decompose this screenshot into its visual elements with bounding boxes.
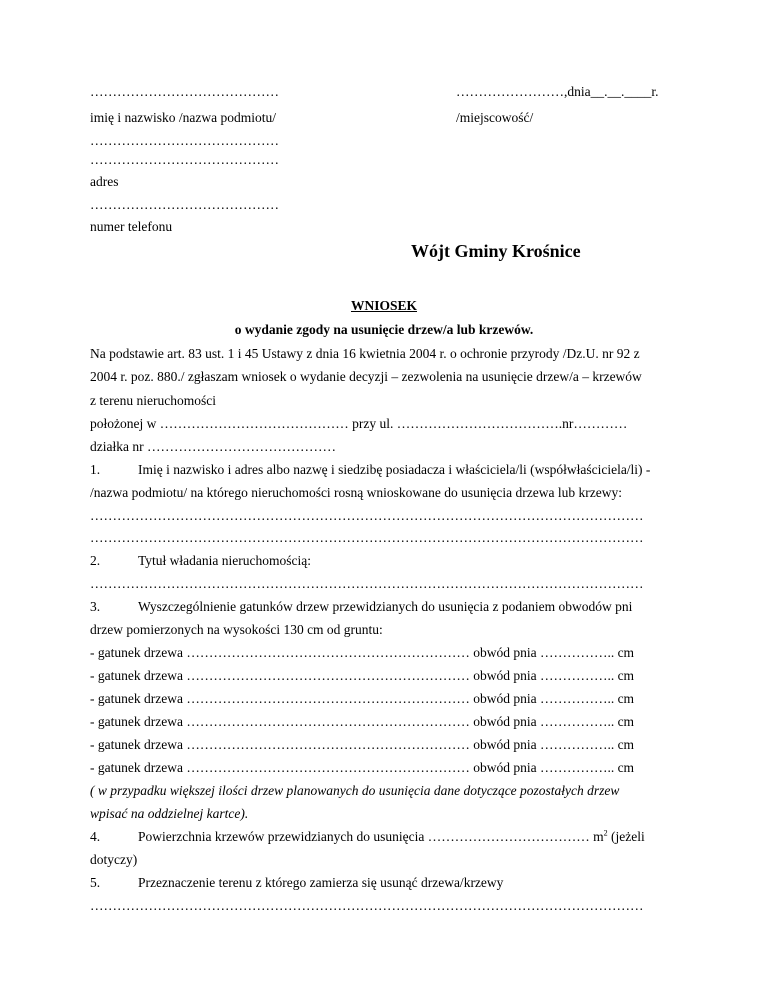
- intro-line-1: Na podstawie art. 83 ust. 1 i 45 Ustawy z dnia 16 kwietnia 2004 r. o ochronie przyrody /Dz.U. nr 92 z: [90, 346, 640, 361]
- square-superscript: 2: [603, 828, 608, 838]
- intro-line-3: z terenu nieruchomości: [90, 393, 216, 408]
- section-3-note-1: ( w przypadku większej ilości drzew planowanych do usunięcia dane dotyczące pozostałych drzew: [90, 783, 620, 798]
- phone-field[interactable]: ……………………………………: [90, 197, 279, 212]
- ownership-title-field[interactable]: ……………………………………………………………………………………………………………: [90, 576, 644, 591]
- land-purpose-field[interactable]: ……………………………………………………………………………………………………………: [90, 898, 644, 913]
- name-label: imię i nazwisko /nazwa podmiotu/: [90, 110, 276, 125]
- shrub-area-field[interactable]: [138, 829, 645, 845]
- tree-row[interactable]: - gatunek drzewa ……………………………………………………… obwód pnia …………….. cm: [90, 714, 635, 729]
- section-2-number: 2.: [90, 553, 101, 568]
- section-3-note-2: wpisać na oddzielnej kartce).: [90, 806, 249, 821]
- name-field[interactable]: ……………………………………: [90, 84, 279, 99]
- form-subtitle: o wydanie zgody na usunięcie drzew/a lub krzewów.: [234, 322, 534, 337]
- section-4-tail: (jeżeli: [607, 829, 645, 844]
- place-label: /miejscowość/: [456, 110, 534, 125]
- address-label: adres: [90, 174, 119, 189]
- form-title: WNIOSEK: [350, 298, 418, 313]
- section-4-line-1: Powierzchnia krzewów przewidzianych do usunięcia ……………………………… m: [138, 829, 604, 844]
- section-1-number: 1.: [90, 462, 101, 477]
- section-4-number: 4.: [90, 829, 101, 844]
- address-field-2[interactable]: ……………………………………: [90, 152, 279, 167]
- owner-field-1[interactable]: ……………………………………………………………………………………………………………: [90, 508, 644, 523]
- section-3-number: 3.: [90, 599, 101, 614]
- section-3-line-1: Wyszczególnienie gatunków drzew przewidzianych do usunięcia z podaniem obwodów pni: [138, 599, 633, 614]
- section-4-line-2: dotyczy): [90, 852, 138, 867]
- owner-field-2[interactable]: ……………………………………………………………………………………………………………: [90, 530, 644, 545]
- tree-row[interactable]: - gatunek drzewa ……………………………………………………… obwód pnia …………….. cm: [90, 645, 635, 660]
- tree-row[interactable]: - gatunek drzewa ……………………………………………………… obwód pnia …………….. cm: [90, 737, 635, 752]
- section-1-line-1: Imię i nazwisko i adres albo nazwę i siedzibę posiadacza i właściciela/li (współwłaściciela/li) -: [138, 462, 651, 477]
- section-2-line-1: Tytuł władania nieruchomością:: [138, 553, 312, 568]
- place-date-field[interactable]: ……………………,dnia__.__.____r.: [456, 84, 659, 99]
- tree-row[interactable]: - gatunek drzewa ……………………………………………………… obwód pnia …………….. cm: [90, 760, 635, 775]
- section-5-number: 5.: [90, 875, 101, 890]
- phone-label: numer telefonu: [90, 219, 173, 234]
- tree-row[interactable]: - gatunek drzewa ……………………………………………………… obwód pnia …………….. cm: [90, 691, 635, 706]
- plot-number-field[interactable]: działka nr ……………………………………: [90, 439, 336, 454]
- section-3-line-2: drzew pomierzonych na wysokości 130 cm od gruntu:: [90, 622, 383, 637]
- addressee: Wójt Gminy Krośnice: [411, 241, 581, 261]
- section-5-line-1: Przeznaczenie terenu z którego zamierza się usunąć drzewa/krzewy: [138, 875, 504, 890]
- tree-row[interactable]: - gatunek drzewa ……………………………………………………… obwód pnia …………….. cm: [90, 668, 635, 683]
- address-field-1[interactable]: ……………………………………: [90, 133, 279, 148]
- location-field[interactable]: położonej w …………………………………… przy ul. ……………………………….nr…………: [90, 416, 628, 431]
- section-1-line-2: /nazwa podmiotu/ na którego nieruchomości rosną wnioskowane do usunięcia drzewa lub krzewy:: [90, 485, 622, 500]
- intro-line-2: 2004 r. poz. 880./ zgłaszam wniosek o wydanie decyzji – zezwolenia na usunięcie drzew/a – krzewów: [90, 369, 642, 384]
